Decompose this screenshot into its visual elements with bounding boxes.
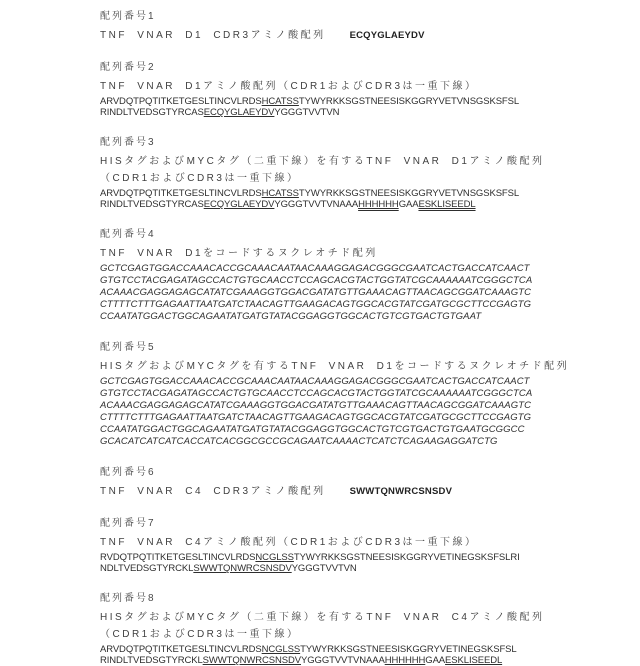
sequence-title: HISタグおよびMYCタグを有するTNF VNAR D1をコードするヌクレオチド配列 (100, 361, 570, 372)
sequence-segment: CTTTTCTTTGAGAATTAATGATCTAACAGTTGAAGACAGTGGCACGTATCGATGCGCTTCCGAGTG (100, 299, 532, 310)
sequence-title: TNF VNAR D1 CDR3アミノ酸配列 (100, 30, 326, 41)
sequence-segment: TYWYRKKSGSTNEESISKGGRYVETINEGSKSFSL (300, 644, 517, 655)
sequence-segment: HHHHHH (384, 655, 426, 666)
sequence-segment: CCAATATGGACTGGCAGAATATGATGTATACGGAGGTGGCACTGTCGTGACTGTGAATGCGGCC (100, 424, 525, 435)
sequence-segment: NCGLSS (255, 552, 294, 563)
sequence-segment: ESKLISEEDL (445, 655, 503, 666)
sections-container (100, 9, 570, 666)
sequence-segment: GAA (398, 199, 419, 210)
sequence-segment: ARVDQTPQTITKETGESLTINCVLRDS (100, 96, 262, 107)
sequence-segment: GTGTCCTACGAGATAGCCACTGTGCAACCTCCAGCACGTACTGGTATCGCAAAAAATCGGGCTCA (100, 388, 533, 399)
sequence-number-label: 配列番号4 (100, 229, 156, 240)
sequence-heading-row (100, 533, 560, 550)
sequence-number-label: 配列番号7 (100, 518, 156, 529)
sequence-heading-row (100, 357, 570, 374)
sequence-segment: CCAATATGGACTGGCAGAATATGATGTATACGGAGGTGGCACTGTCGTGACTGTGAAT (100, 311, 482, 322)
sequence-segment: GAA (425, 655, 446, 666)
sequence-title: TNF VNAR C4 CDR3アミノ酸配列 (100, 486, 326, 497)
sequence-number-label: 配列番号3 (100, 137, 156, 148)
sequence-segment: TYWYRKKSGSTNEESISKGGRYVETINEGSKSFSLRI (293, 552, 520, 563)
sequence-segment: RINDLTVEDSGTYRCAS (100, 199, 204, 210)
sequence-line (100, 563, 560, 574)
sequence-segment: YGGGTVVTVNAAA (274, 199, 359, 210)
sequence-number-label: 配列番号1 (100, 11, 156, 22)
sequence-segment: YGGGTVVTVN (291, 563, 357, 574)
sequence-heading-row (100, 26, 560, 43)
sequence-section (100, 60, 560, 118)
sequence-line (100, 424, 560, 436)
sequence-segment: TYWYRKKSGSTNEESISKGGRYVETVNSGSKSFSL (298, 96, 520, 107)
sequence-title: TNF VNAR D1をコードするヌクレオチド配列 (100, 248, 378, 259)
sequence-segment: CTTTTCTTTGAGAATTAATGATCTAACAGTTGAAGACAGTGGCACGTATCGATGCGCTTCCGAGTG (100, 412, 532, 423)
sequence-line (100, 96, 560, 107)
sequence-line (100, 299, 560, 311)
sequence-heading-row (100, 152, 560, 169)
sequence-line (100, 287, 560, 299)
sequence-segment: ARVDQTPQTITKETGESLTINCVLRDS (100, 644, 262, 655)
sequence-line (100, 376, 560, 388)
sequence-segment: ECQYGLAEYDV (203, 107, 275, 118)
sequence-section (100, 340, 570, 448)
inline-sequence: SWWTQNWRCSNSDV (349, 486, 453, 497)
sequence-title-note: （CDR1およびCDR3は一重下線） (100, 629, 300, 640)
sequence-line (100, 199, 560, 210)
sequence-segment: GTGTCCTACGAGATAGCCACTGTGCAACCTCCAGCACGTACTGGTATCGCAAAAAATCGGGCTCA (100, 275, 533, 286)
sequence-section (100, 9, 560, 43)
sequence-segment: RVDQTPQTITKETGESLTINCVLRDS (100, 552, 256, 563)
sequence-segment: YGGGTVVTVN (274, 107, 340, 118)
sequence-segment: HCATSS (261, 96, 299, 107)
sequence-segment: NCGLSS (261, 644, 301, 655)
sequence-segment: NDLTVEDSGTYRCKL (100, 563, 194, 574)
sequence-segment: SWWTQNWRCSNSDV (202, 655, 301, 666)
sequence-section (100, 591, 560, 666)
sequence-line (100, 263, 560, 275)
sequence-number-label: 配列番号2 (100, 62, 156, 73)
sequence-segment: ECQYGLAEYDV (203, 199, 275, 210)
sequence-segment: GCACATCATCATCACCATCACGGCGCCGCAGAATCAAAACTCATCTCAGAAGAGGATCTG (100, 436, 498, 447)
sequence-heading-row (100, 77, 560, 94)
sequence-number-label: 配列番号6 (100, 467, 156, 478)
sequence-line (100, 412, 560, 424)
sequence-number-label: 配列番号5 (100, 342, 156, 353)
sequence-title: TNF VNAR D1アミノ酸配列（CDR1およびCDR3は一重下線） (100, 81, 478, 92)
sequence-segment: SWWTQNWRCSNSDV (193, 563, 292, 574)
sequence-number-label: 配列番号8 (100, 593, 156, 604)
sequence-line (100, 436, 560, 448)
inline-sequence: ECQYGLAEYDV (349, 30, 425, 41)
sequence-section (100, 516, 560, 574)
sequence-segment: YGGGTVVTVNAAA (301, 655, 385, 666)
sequence-line (100, 107, 560, 118)
sequence-segment: HHHHHH (358, 199, 399, 210)
sequence-section (100, 135, 560, 210)
sequence-segment: ESKLISEEDL (418, 199, 476, 210)
sequence-heading-row (100, 608, 560, 625)
sequence-segment: ACAAACGAGGAGAGCATATCGAAAGGTGGACGATATGTTGAAACAGTTAACAGCGGATCAAAGTC (100, 400, 532, 411)
sequence-line (100, 655, 560, 666)
sequence-title: HISタグおよびMYCタグ（二重下線）を有するTNF VNAR C4アミノ酸配列 (100, 612, 545, 623)
sequence-heading-row (100, 482, 560, 499)
sequence-segment: TYWYRKKSGSTNEESISKGGRYVETVNSGSKSFSL (298, 188, 520, 199)
sequence-title-note: （CDR1およびCDR3は一重下線） (100, 173, 300, 184)
sequence-segment: ARVDQTPQTITKETGESLTINCVLRDS (100, 188, 262, 199)
sequence-line (100, 400, 560, 412)
sequence-segment: RINDLTVEDSGTYRCKL (100, 655, 203, 666)
sequence-line (100, 275, 560, 287)
sequence-segment: RINDLTVEDSGTYRCAS (100, 107, 204, 118)
sequence-line (100, 552, 560, 563)
sequence-section (100, 227, 560, 323)
sequence-title: TNF VNAR C4アミノ酸配列（CDR1およびCDR3は一重下線） (100, 537, 478, 548)
sequence-line (100, 644, 560, 655)
sequence-section (100, 465, 560, 499)
sequence-segment: ACAAACGAGGAGAGCATATCGAAAGGTGGACGATATGTTGAAACAGTTAACAGCGGATCAAAGTC (100, 287, 532, 298)
sequence-segment: GCTCGAGTGGACCAAACACCGCAAACAATAACAAAGGAGACGGGCGAATCACTGACCATCAACT (100, 376, 530, 387)
sequence-segment: GCTCGAGTGGACCAAACACCGCAAACAATAACAAAGGAGACGGGCGAATCACTGACCATCAACT (100, 263, 530, 274)
sequence-segment: HCATSS (261, 188, 299, 199)
sequence-heading-row (100, 244, 560, 261)
sequence-title: HISタグおよびMYCタグ（二重下線）を有するTNF VNAR D1アミノ酸配列 (100, 156, 545, 167)
sequence-line (100, 188, 560, 199)
sequence-line (100, 311, 560, 323)
sequence-line (100, 388, 560, 400)
